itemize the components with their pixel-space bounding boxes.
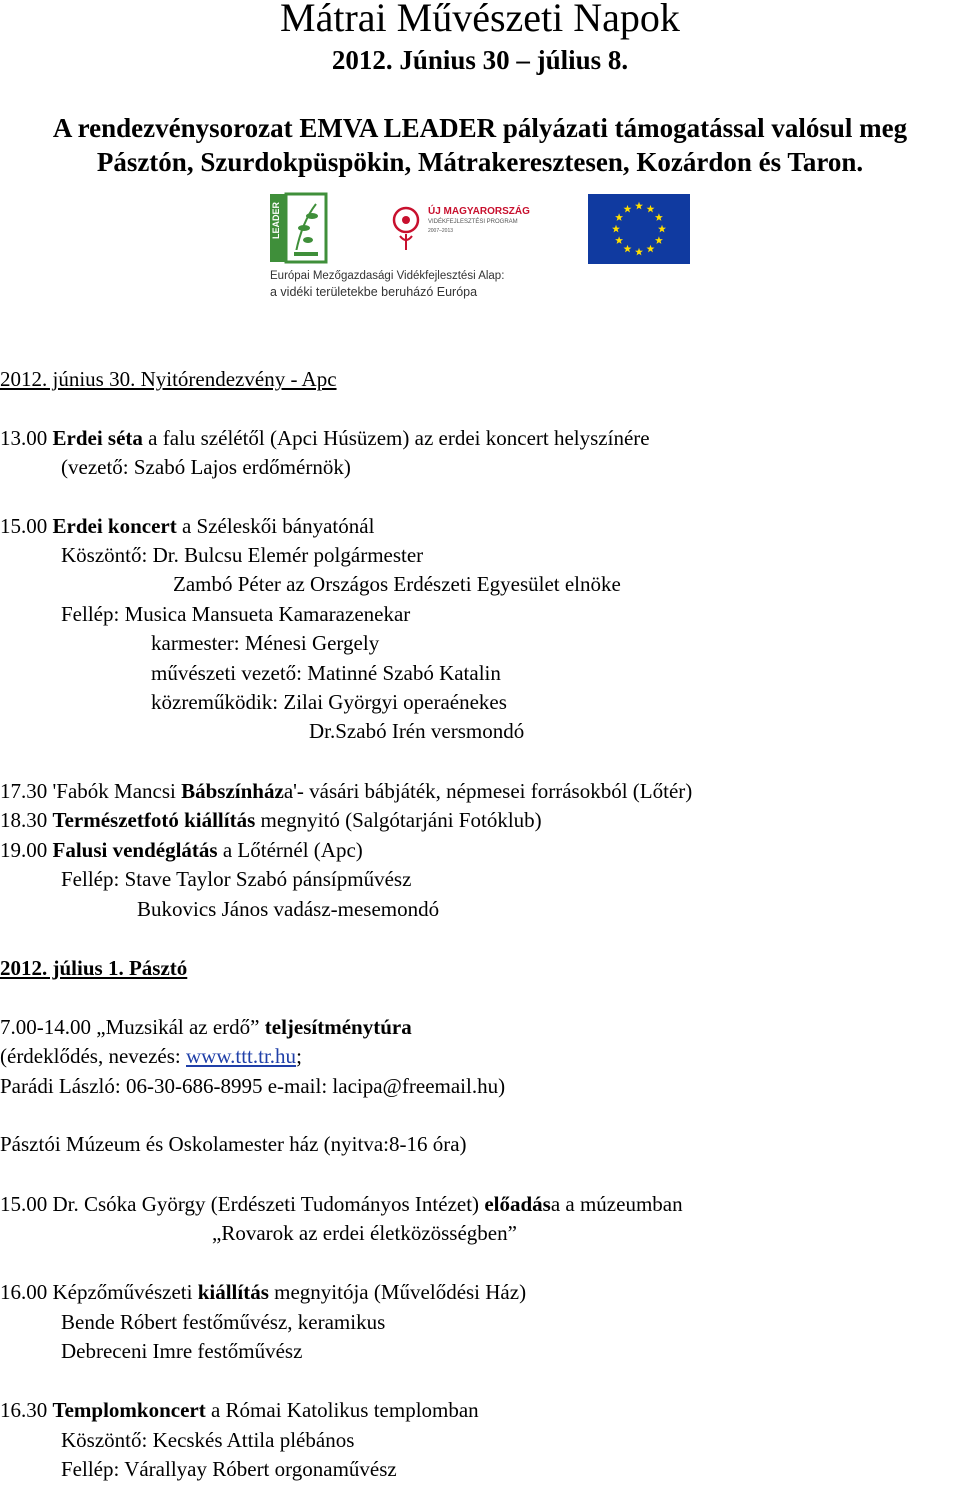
koncert-welcome: Köszöntő: Dr. Bulcsu Elemér polgármester (61, 543, 424, 567)
kiallitas-artist-2: Debreceni Imre festőművész (61, 1339, 303, 1363)
event-dates: 2012. Június 30 – július 8. (331, 45, 629, 75)
leader-logo-text: LEADER (271, 202, 281, 240)
event-termeszetfoto: 18.30 Természetfotó kiállítás megnyitó (Salgótarjáni Fotóklub) (0, 808, 542, 832)
ujm-subtitle: VIDÉKFEJLESZTÉSI PROGRAM (428, 219, 518, 225)
koncert-conductor: karmester: Ménesi Gergely (151, 631, 380, 655)
koncert-performer: Fellép: Musica Mansueta Kamarazenekar (61, 602, 411, 626)
templomkoncert-welcome: Köszöntő: Kecskés Attila plébános (61, 1428, 355, 1452)
event-eloadas: 15.00 Dr. Csóka György (Erdészeti Tudományos Intézet) előadása a múzeumban (0, 1192, 683, 1216)
templomkoncert-performer: Fellép: Várallyay Róbert orgonaművész (61, 1457, 397, 1481)
ujm-years: 2007–2013 (428, 228, 454, 234)
koncert-artistic-director: művészeti vezető: Matinné Szabó Katalin (151, 661, 501, 685)
eafrd-caption-2: a vidéki területekbe beruházó Európa (270, 285, 478, 299)
vendeglatas-performer: Fellép: Stave Taylor Szabó pánsípművész (61, 867, 412, 891)
eloadas-title: „Rovarok az erdei életközösségben” (212, 1221, 517, 1245)
event-babszinhaz: 17.30 'Fabók Mancsi Bábszínháza'- vásári bábjáték, népmesei forrásokból (Lőtér) (0, 779, 693, 803)
eu-flag (588, 194, 690, 264)
event-erdei-seta: 13.00 Erdei séta a falu szélétől (Apci Húsüzem) az erdei koncert helyszínére (0, 426, 650, 450)
koncert-welcome-2: Zambó Péter az Országos Erdészeti Egyesület elnöke (173, 572, 621, 596)
tura-link[interactable]: www.ttt.tr.hu (186, 1044, 297, 1068)
eafrd-caption-1: Európai Mezőgazdasági Vidékfejlesztési Alap: (270, 270, 505, 282)
page-title: Mátrai Művészeti Napok (280, 0, 680, 40)
event-erdei-seta-guide: (vezető: Szabó Lajos erdőmérnök) (61, 455, 351, 479)
day2-heading: 2012. július 1. Pásztó (0, 956, 188, 980)
event-teljesitmenytura: 7.00-14.00 „Muzsikál az erdő” teljesítménytúra (0, 1015, 412, 1039)
event-kiallitas: 16.00 Képzőművészeti kiállítás megnyitója (Művelődési Ház) (0, 1280, 527, 1304)
kiallitas-artist-1: Bende Róbert festőművész, keramikus (61, 1310, 386, 1334)
koncert-reciter: Dr.Szabó Irén versmondó (309, 719, 525, 743)
event-falusi-vendeglatas: 19.00 Falusi vendéglátás a Lőtérnél (Apc) (0, 838, 363, 862)
day1-heading: 2012. június 30. Nyitórendezvény - Apc (0, 367, 337, 391)
tura-registration: (érdeklődés, nevezés: www.ttt.tr.hu; (0, 1044, 302, 1068)
ujm-title: ÚJ MAGYARORSZÁG (428, 206, 530, 217)
event-templomkoncert: 16.30 Templomkoncert a Római Katolikus templomban (0, 1398, 479, 1422)
vendeglatas-storyteller: Bukovics János vadász-mesemondó (137, 897, 440, 921)
intro-line-1: A rendezvénysorozat EMVA LEADER pályázati támogatással valósul meg (52, 113, 908, 143)
event-erdei-koncert: 15.00 Erdei koncert a Széleskői bányatónál (0, 514, 375, 538)
koncert-featuring: közreműködik: Zilai Györgyi operaénekes (151, 690, 507, 714)
museum-hours: Pásztói Múzeum és Oskolamester ház (nyitva:8-16 óra) (0, 1132, 467, 1156)
intro-line-2: Pásztón, Szurdokpüspökin, Mátrakeresztesen, Kozárdon és Taron. (96, 147, 864, 177)
sponsor-logos (268, 192, 698, 300)
tura-contact: Parádi László: 06-30-686-8995 e-mail: lacipa@freemail.hu) (0, 1074, 506, 1098)
